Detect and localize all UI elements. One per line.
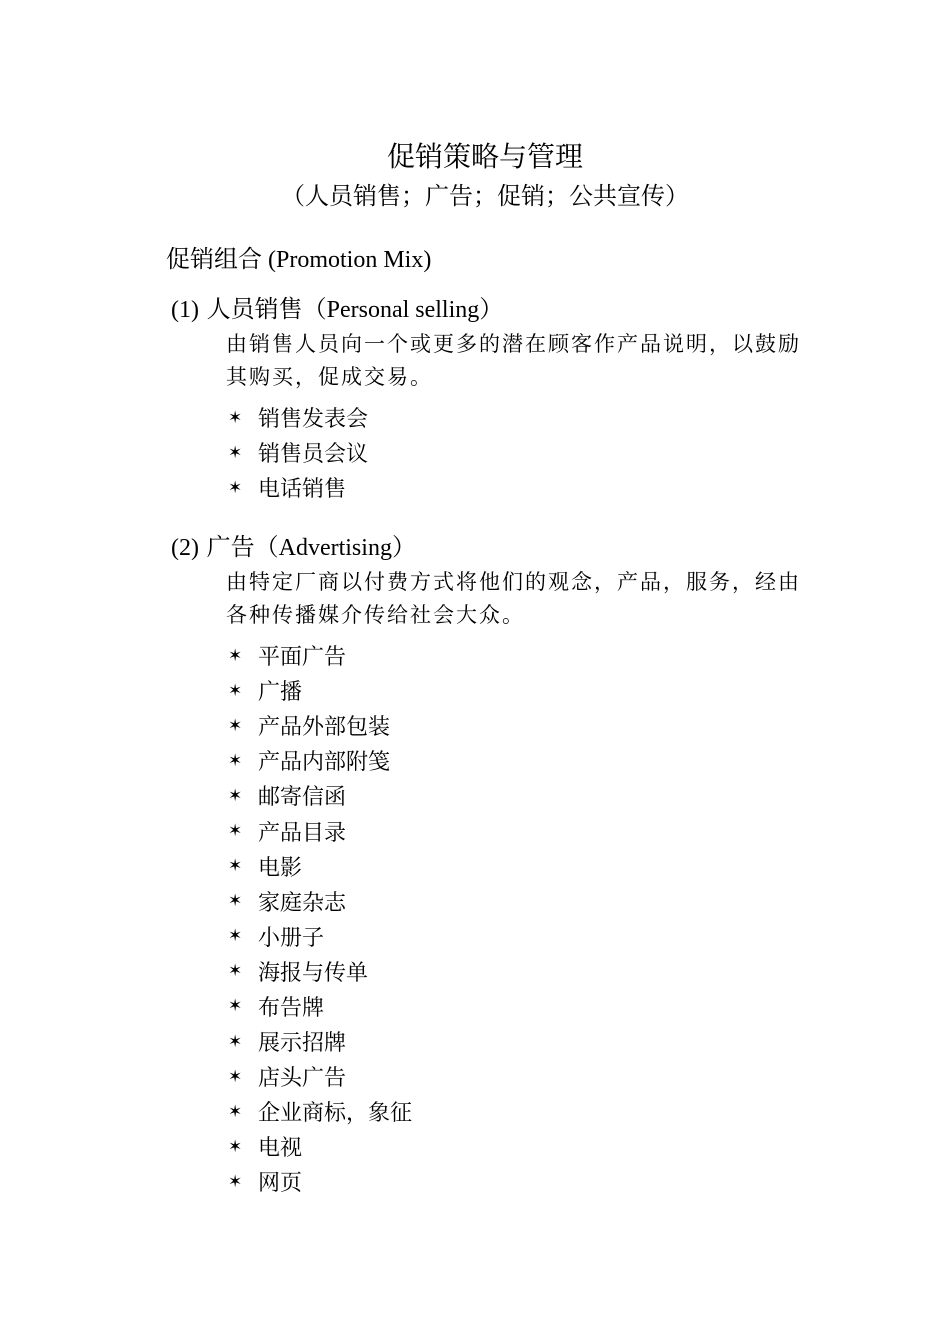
- list-item-text: 电视: [258, 1136, 303, 1162]
- star-bullet-icon: ✶: [228, 645, 243, 666]
- list-item: [228, 708, 801, 743]
- list-item-text: 店头广告: [258, 1066, 347, 1092]
- star-bullet-icon: ✶: [228, 961, 243, 982]
- list-item: [228, 1129, 801, 1164]
- star-bullet-icon: ✶: [228, 1066, 243, 1087]
- list-item: [228, 638, 801, 673]
- star-bullet-icon: ✶: [228, 750, 243, 771]
- list-item: [228, 849, 801, 884]
- list-item: [228, 778, 801, 813]
- star-bullet-icon: ✶: [228, 407, 243, 428]
- section-title-cn: 广告: [206, 533, 255, 561]
- list-item-text: 销售发表会: [258, 407, 369, 433]
- list-item-text: 电话销售: [258, 477, 347, 503]
- section-heading: [171, 531, 801, 564]
- list-item: [228, 1059, 801, 1094]
- list-item-text: 海报与传单: [258, 960, 369, 986]
- list-item: [228, 1024, 801, 1059]
- mix-heading-en: (Promotion Mix): [262, 247, 432, 273]
- star-bullet-icon: ✶: [228, 442, 243, 463]
- promotion-mix-heading: [166, 243, 431, 276]
- list-item-text: 展示招牌: [258, 1031, 347, 1057]
- section-heading: [171, 293, 801, 326]
- section-description: 由特定厂商以付费方式将他们的观念，产品，服务，经由各种传播媒介传给社会大众。: [226, 570, 801, 627]
- list-item-text: 广播: [258, 680, 303, 706]
- list-item-text: 产品目录: [258, 820, 347, 846]
- list-item: [228, 1164, 801, 1199]
- star-bullet-icon: ✶: [228, 477, 243, 498]
- star-bullet-icon: ✶: [228, 1171, 243, 1192]
- list-item-text: 家庭杂志: [258, 890, 347, 916]
- star-bullet-icon: ✶: [228, 856, 243, 877]
- star-bullet-icon: ✶: [228, 821, 243, 842]
- star-bullet-icon: ✶: [228, 1136, 243, 1157]
- list-item-text: 邮寄信函: [258, 785, 347, 811]
- star-bullet-icon: ✶: [228, 1101, 243, 1122]
- mix-heading-cn: 促销组合: [166, 245, 262, 273]
- section-number: (1): [171, 297, 199, 323]
- list-item: [228, 400, 801, 435]
- star-bullet-icon: ✶: [228, 715, 243, 736]
- star-bullet-icon: ✶: [228, 926, 243, 947]
- list-item: [228, 989, 801, 1024]
- star-bullet-icon: ✶: [228, 891, 243, 912]
- section-advertising: [171, 531, 801, 1200]
- list-item-text: 产品外部包装: [258, 715, 391, 741]
- list-item-text: 平面广告: [258, 645, 347, 671]
- list-item: [228, 673, 801, 708]
- list-item-text: 销售员会议: [258, 442, 369, 468]
- list-item-text: 布告牌: [258, 995, 325, 1021]
- document-title: 促销策略与管理: [386, 140, 583, 173]
- star-bullet-icon: ✶: [228, 1031, 243, 1052]
- section-title-en: （Personal selling）: [302, 297, 504, 323]
- list-item: [228, 1094, 801, 1129]
- list-item: [228, 470, 801, 505]
- star-bullet-icon: ✶: [228, 785, 243, 806]
- section-title-cn: 人员销售: [206, 295, 303, 323]
- section-personal-selling: [171, 293, 801, 505]
- star-bullet-icon: ✶: [228, 680, 243, 701]
- list-item: [228, 743, 801, 778]
- star-bullet-icon: ✶: [228, 996, 243, 1017]
- section-number: (2): [171, 535, 199, 561]
- list-item-text: 企业商标，象征: [258, 1101, 413, 1127]
- bullet-list: [228, 638, 801, 1200]
- list-item-text: 电影: [258, 855, 303, 881]
- document-subtitle: （人员销售；广告；促销；公共宣传）: [281, 182, 689, 210]
- list-item-text: 网页: [258, 1171, 303, 1197]
- list-item: [228, 884, 801, 919]
- list-item: [228, 813, 801, 848]
- list-item-text: 小册子: [258, 925, 325, 951]
- list-item: [228, 954, 801, 989]
- list-item: [228, 919, 801, 954]
- list-item: [228, 435, 801, 470]
- section-title-en: （Advertising）: [254, 535, 416, 561]
- section-description: 由销售人员向一个或更多的潜在顾客作产品说明，以鼓励其购买，促成交易。: [226, 332, 801, 389]
- list-item-text: 产品内部附笺: [258, 750, 391, 776]
- bullet-list: [228, 400, 801, 505]
